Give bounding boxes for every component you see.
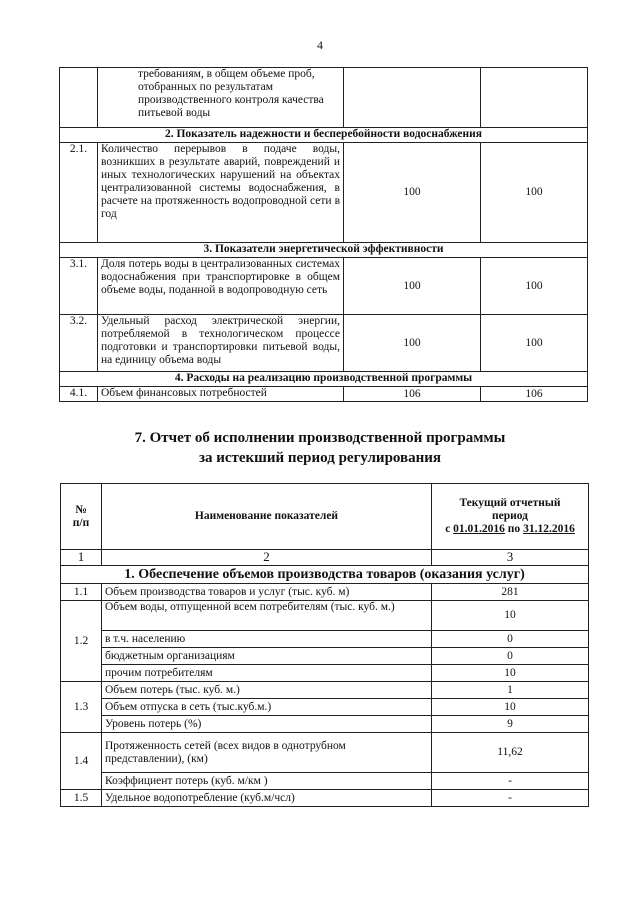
col-num-header: № п/п bbox=[61, 484, 102, 550]
section-header: 3. Показатели энергетической эффективности bbox=[60, 243, 588, 258]
header-row bbox=[61, 484, 589, 550]
period-to: 31.12.2016 bbox=[523, 523, 575, 535]
section-header: 2. Показатель надежности и бесперебойности водоснабжения bbox=[60, 128, 588, 143]
table-row bbox=[61, 790, 589, 807]
row-name: Уровень потерь (%) bbox=[102, 716, 432, 733]
row-value: 106 bbox=[481, 387, 588, 402]
row-value: 10 bbox=[432, 699, 589, 716]
row-value: 100 bbox=[481, 258, 588, 315]
section-header: 4. Расходы на реализацию производственной программы bbox=[60, 372, 588, 387]
row-text: Объем финансовых потребностей bbox=[98, 387, 344, 402]
row-value: 100 bbox=[344, 315, 481, 372]
table-row bbox=[61, 631, 589, 648]
row-value: 0 bbox=[432, 631, 589, 648]
row-number: 2.1. bbox=[60, 143, 98, 243]
table-row bbox=[60, 315, 588, 372]
row-value: 1 bbox=[432, 682, 589, 699]
row-value: 100 bbox=[344, 258, 481, 315]
row-number: 1.1 bbox=[61, 584, 102, 601]
program-report-table bbox=[60, 483, 589, 807]
index-cell: 1 bbox=[61, 550, 102, 566]
table-row bbox=[60, 387, 588, 402]
row-name: Объем отпуска в сеть (тыс.куб.м.) bbox=[102, 699, 432, 716]
row-number: 3.2. bbox=[60, 315, 98, 372]
table-row bbox=[61, 699, 589, 716]
row-value: 10 bbox=[432, 665, 589, 682]
row-name: Удельное водопотребление (куб.м/чсл) bbox=[102, 790, 432, 807]
row-value: 100 bbox=[481, 143, 588, 243]
index-row bbox=[61, 550, 589, 566]
table-row bbox=[60, 68, 588, 128]
row-value: - bbox=[432, 790, 589, 807]
table-row bbox=[61, 584, 589, 601]
row-name: бюджетным организациям bbox=[102, 648, 432, 665]
row-name: Коэффициент потерь (куб. м/км ) bbox=[102, 773, 432, 790]
row-value bbox=[344, 68, 481, 128]
row-number: 4.1. bbox=[60, 387, 98, 402]
row-text: требованиям, в общем объеме проб, отобранных по результатам производственного контроля качества питьевой воды bbox=[98, 68, 344, 128]
index-cell: 2 bbox=[102, 550, 432, 566]
row-value bbox=[481, 68, 588, 128]
title-line-1: 7. Отчет об исполнении производственной программы bbox=[134, 430, 506, 446]
row-value: - bbox=[432, 773, 589, 790]
row-number: 1.5 bbox=[61, 790, 102, 807]
table-row bbox=[61, 648, 589, 665]
table-row bbox=[60, 258, 588, 315]
table-row bbox=[60, 143, 588, 243]
row-value: 106 bbox=[344, 387, 481, 402]
row-value: 9 bbox=[432, 716, 589, 733]
col-period-header: Текущий отчетный период с 01.01.2016 по 31.12.2016 bbox=[432, 484, 589, 550]
row-value: 11,62 bbox=[432, 733, 589, 773]
table-row bbox=[61, 733, 589, 773]
row-name: Объем производства товаров и услуг (тыс. куб. м) bbox=[102, 584, 432, 601]
row-name: Объем воды, отпущенной всем потребителям (тыс. куб. м.) bbox=[102, 601, 432, 631]
index-cell: 3 bbox=[432, 550, 589, 566]
row-text: Доля потерь воды в централизованных системах водоснабжения при транспортировке в общем объеме воды, поданной в водопроводную сеть bbox=[98, 258, 344, 315]
row-name: в т.ч. населению bbox=[102, 631, 432, 648]
table-row bbox=[61, 716, 589, 733]
row-value: 10 bbox=[432, 601, 589, 631]
row-number: 3.1. bbox=[60, 258, 98, 315]
section-7-title bbox=[0, 428, 640, 468]
row-value: 0 bbox=[432, 648, 589, 665]
period-from: 01.01.2016 bbox=[453, 523, 505, 535]
title-line-2: за истекший период регулирования bbox=[198, 450, 442, 466]
row-number: 1.4 bbox=[61, 733, 102, 790]
table-row bbox=[61, 601, 589, 631]
page-number: 4 bbox=[317, 38, 323, 52]
row-name: прочим потребителям bbox=[102, 665, 432, 682]
table-row bbox=[61, 665, 589, 682]
row-text: Удельный расход электрической энергии, потребляемой в технологическом процессе подготовки и транспортировки питьевой воды, на единицу объема воды bbox=[98, 315, 344, 372]
indicators-table bbox=[59, 67, 588, 402]
row-number: 1.2 bbox=[61, 601, 102, 682]
row-value: 100 bbox=[344, 143, 481, 243]
col-name-header: Наименование показателей bbox=[102, 484, 432, 550]
table-row bbox=[61, 773, 589, 790]
row-name: Объем потерь (тыс. куб. м.) bbox=[102, 682, 432, 699]
row-text: Количество перерывов в подаче воды, возникших в результате аварий, повреждений и иных технологических нарушений на объектах централизованной системы водоснабжения, в расчете на протяженность водопроводной сети в год bbox=[98, 143, 344, 243]
row-name: Протяженность сетей (всех видов в однотрубном представлении), (км) bbox=[102, 733, 432, 773]
section-header: 1. Обеспечение объемов производства товаров (оказания услуг) bbox=[61, 566, 589, 584]
row-value: 281 bbox=[432, 584, 589, 601]
row-number: 1.3 bbox=[61, 682, 102, 733]
row-value: 100 bbox=[481, 315, 588, 372]
table-row bbox=[61, 682, 589, 699]
